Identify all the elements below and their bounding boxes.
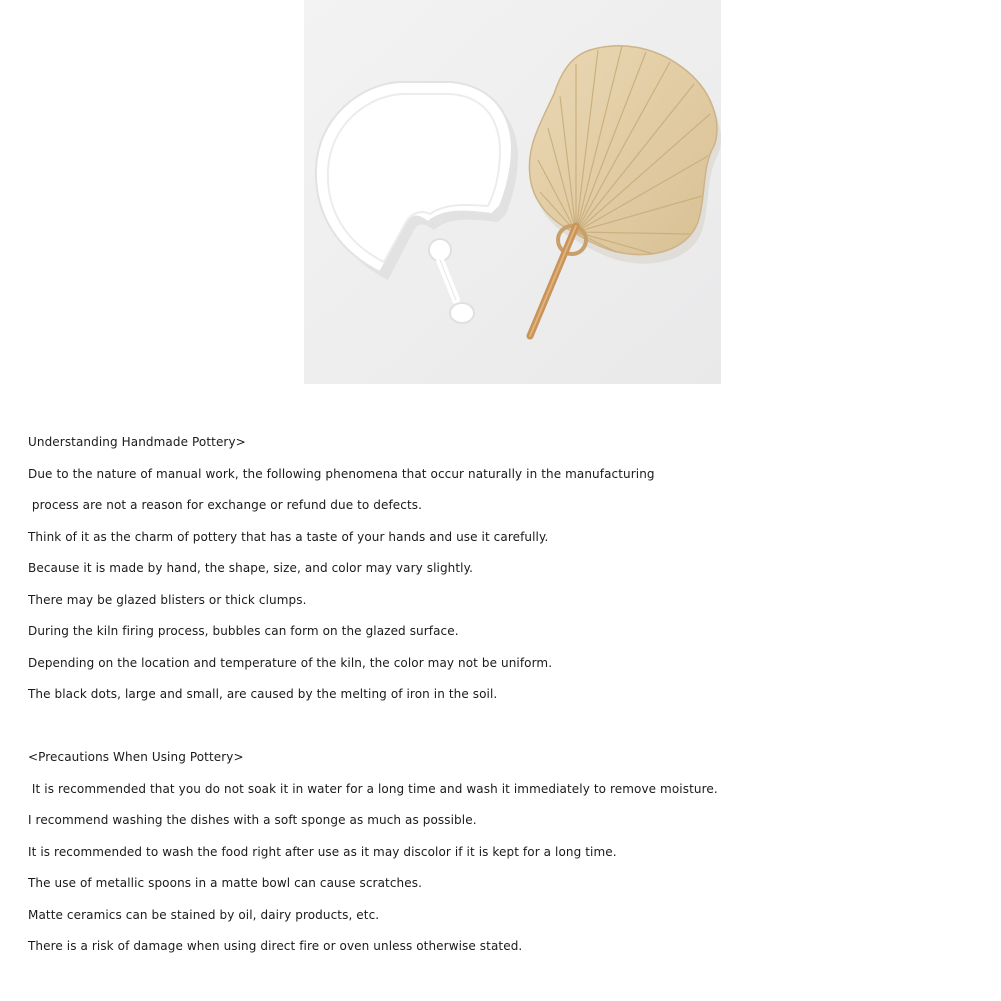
product-photo: [304, 0, 721, 384]
handmade-line: Think of it as the charm of pottery that has a taste of your hands and use it carefully.: [28, 529, 549, 544]
handmade-line: Due to the nature of manual work, the following phenomena that occur naturally in the manufacturing: [28, 466, 655, 481]
precaution-line: Matte ceramics can be stained by oil, dairy products, etc.: [28, 907, 380, 922]
handmade-line: The black dots, large and small, are caused by the melting of iron in the soil.: [28, 687, 498, 701]
precaution-line: It is recommended that you do not soak it in water for a long time and wash it immediately to remove moisture.: [28, 781, 718, 796]
handmade-line: During the kiln firing process, bubbles can form on the glazed surface.: [28, 624, 459, 638]
precaution-line: It is recommended to wash the food right after use as it may discolor if it is kept for a long time.: [28, 844, 617, 859]
precaution-line: There is a risk of damage when using direct fire or oven unless otherwise stated.: [28, 939, 523, 953]
handmade-line: There may be glazed blisters or thick clumps.: [28, 592, 307, 607]
precaution-line: The use of metallic spoons in a matte bowl can cause scratches.: [28, 876, 423, 890]
section-spacer: [28, 711, 1001, 743]
handmade-line: process are not a reason for exchange or refund due to defects.: [28, 498, 423, 512]
precaution-line: I recommend washing the dishes with a soft sponge as much as possible.: [28, 813, 477, 827]
handmade-line: Depending on the location and temperature of the kiln, the color may not be uniform.: [28, 655, 553, 670]
product-notes: [28, 427, 1001, 963]
handmade-heading: Understanding Handmade Pottery>: [28, 435, 246, 449]
fan-plate-illustration: [304, 0, 721, 384]
handmade-line: Because it is made by hand, the shape, size, and color may vary slightly.: [28, 561, 474, 575]
precautions-heading: <Precautions When Using Pottery>: [28, 750, 244, 764]
